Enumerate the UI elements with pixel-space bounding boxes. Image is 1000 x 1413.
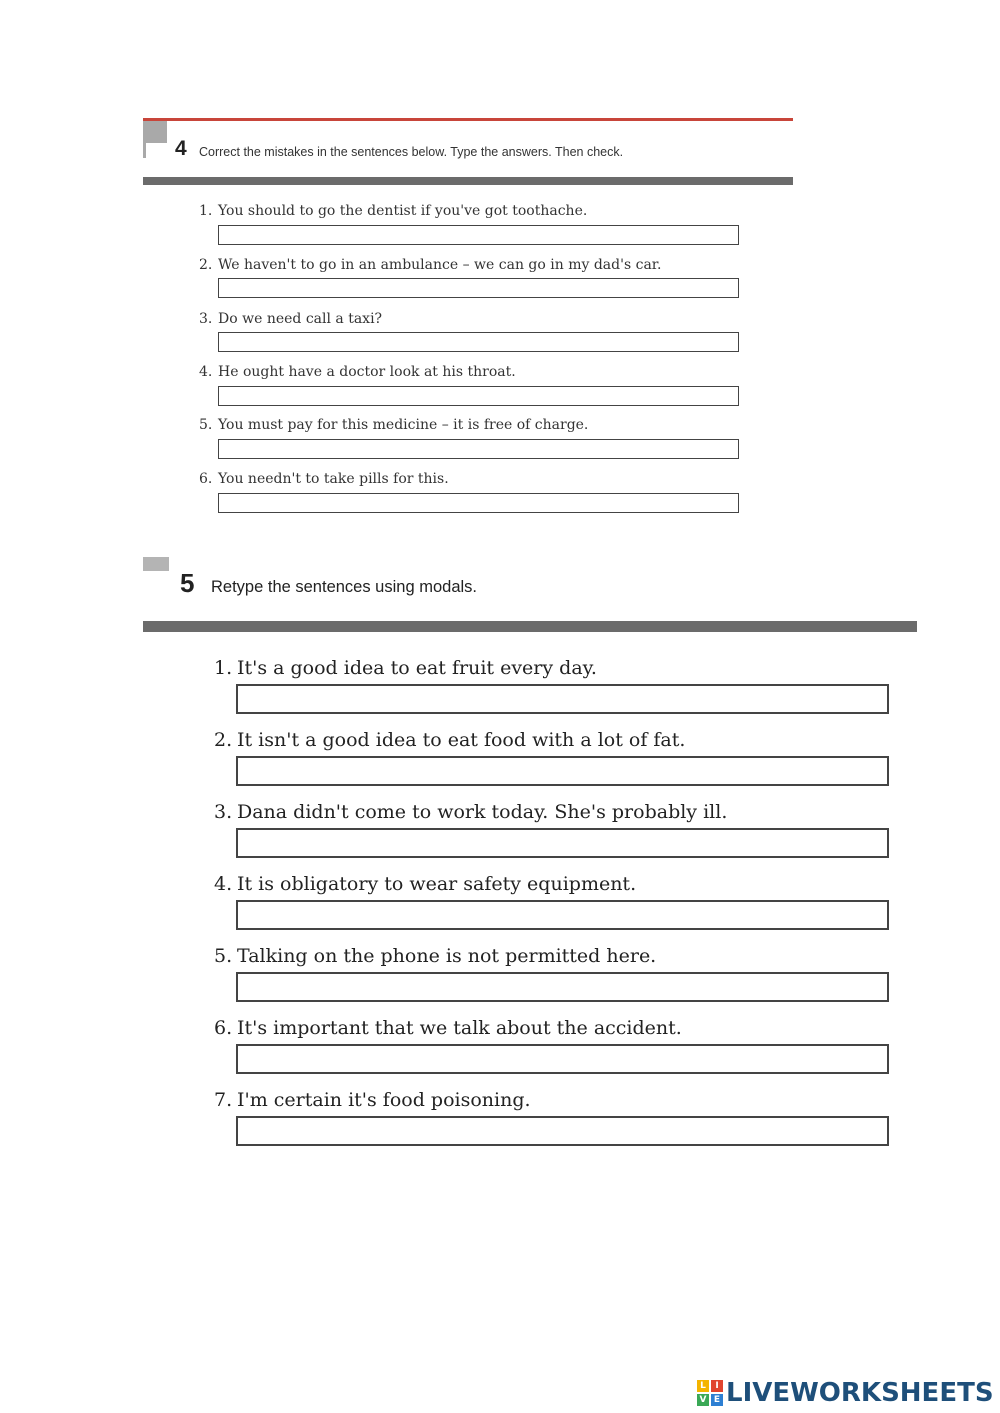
logo-tile-l: L [697, 1380, 709, 1392]
ex5-sentence-3: 3. Dana didn't come to work today. She's probably ill. [214, 801, 728, 823]
ex5-sentence-6: 6. It's important that we talk about the accident. [214, 1017, 682, 1039]
ex5-answer-input-5[interactable] [236, 972, 889, 1002]
ex4-answer-input-4[interactable] [218, 386, 739, 406]
ex4-answer-input-6[interactable] [218, 493, 739, 513]
logo-tile-v: V [697, 1394, 709, 1406]
ex4-sentence-5: 5. You must pay for this medicine – it is free of charge. [199, 417, 589, 433]
ex5-sentence-2: 2. It isn't a good idea to eat food with a lot of fat. [214, 729, 686, 751]
ex5-sentence-7: 7. I'm certain it's food poisoning. [214, 1089, 531, 1111]
logo-tile-i: I [711, 1380, 723, 1392]
ex4-sentence-2: 2. We haven't to go in an ambulance – we can go in my dad's car. [199, 257, 662, 273]
ex5-answer-input-3[interactable] [236, 828, 889, 858]
ex4-answer-input-2[interactable] [218, 278, 739, 298]
ex4-sentence-6: 6. You needn't to take pills for this. [199, 471, 449, 487]
ex5-answer-input-7[interactable] [236, 1116, 889, 1146]
exercise-4-divider [143, 177, 793, 185]
logo-text: LIVEWORKSHEETS [726, 1378, 994, 1408]
exercise-4-top-rule [143, 118, 793, 121]
exercise-5-instruction: Retype the sentences using modals. [211, 578, 477, 596]
ex5-sentence-4: 4. It is obligatory to wear safety equipment. [214, 873, 637, 895]
ex4-answer-input-5[interactable] [218, 439, 739, 459]
exercise-4-number: 4 [175, 137, 187, 160]
ex5-answer-input-6[interactable] [236, 1044, 889, 1074]
exercise-5-number: 5 [180, 568, 195, 598]
logo-tiles-icon [697, 1380, 723, 1406]
ex4-sentence-4: 4. He ought have a doctor look at his throat. [199, 364, 516, 380]
exercise-5-divider [143, 621, 917, 632]
ex5-sentence-1: 1. It's a good idea to eat fruit every day. [214, 657, 597, 679]
ex4-answer-input-3[interactable] [218, 332, 739, 352]
ex5-sentence-5: 5. Talking on the phone is not permitted here. [214, 945, 657, 967]
ex4-sentence-1: 1. You should to go the dentist if you've got toothache. [199, 203, 588, 219]
ex5-answer-input-1[interactable] [236, 684, 889, 714]
exercise-4-flag-icon [143, 121, 167, 143]
logo-tile-e: E [711, 1394, 723, 1406]
ex4-sentence-3: 3. Do we need call a taxi? [199, 311, 383, 327]
exercise-4-instruction: Correct the mistakes in the sentences below. Type the answers. Then check. [199, 145, 624, 159]
ex5-answer-input-2[interactable] [236, 756, 889, 786]
ex5-answer-input-4[interactable] [236, 900, 889, 930]
liveworksheets-logo [697, 1377, 994, 1409]
exercise-5-flag-icon [143, 557, 169, 571]
ex4-answer-input-1[interactable] [218, 225, 739, 245]
